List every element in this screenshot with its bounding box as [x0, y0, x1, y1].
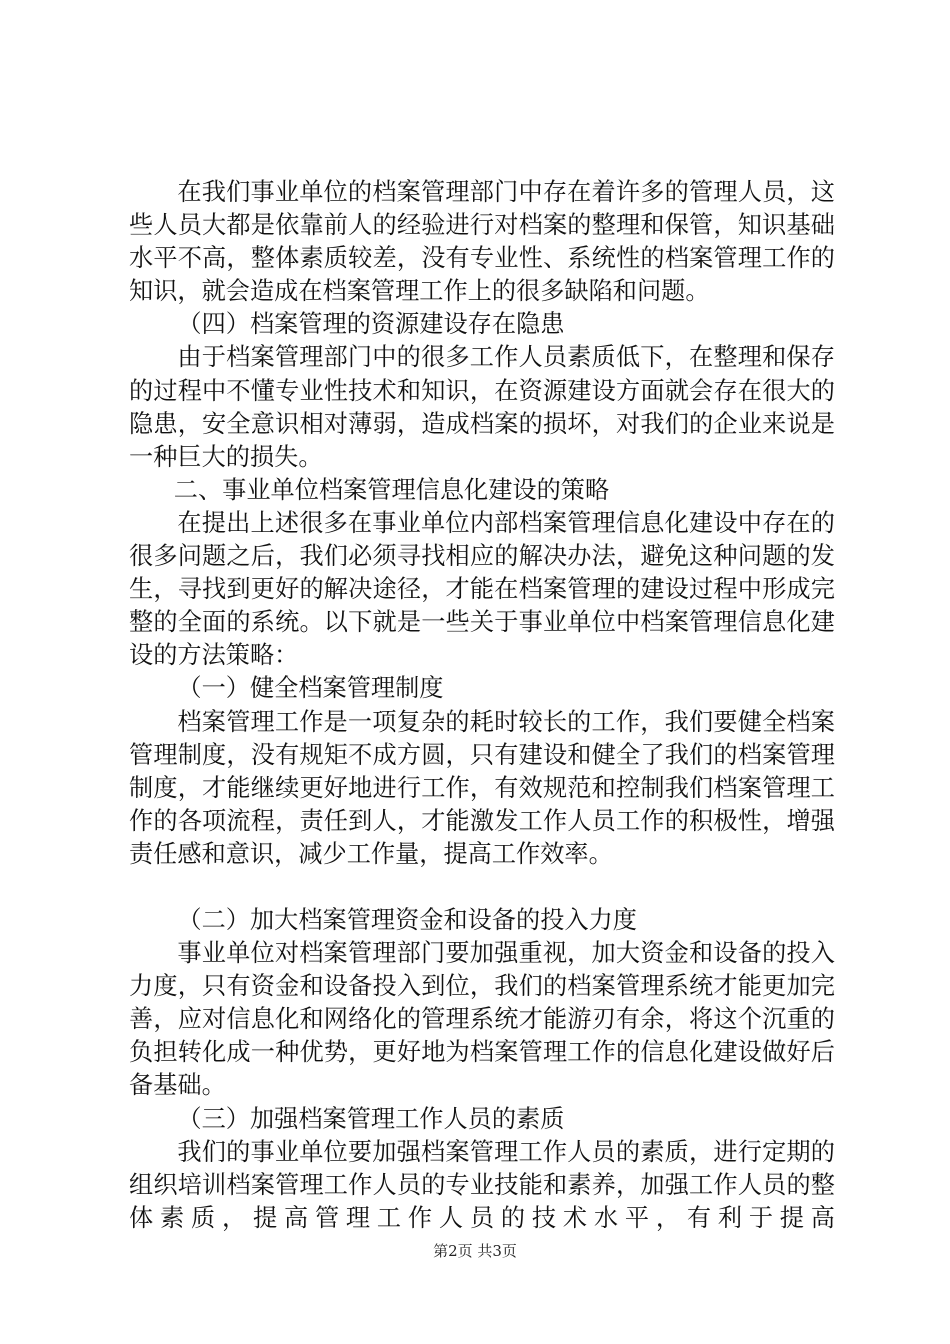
- subheading: （四）档案管理的资源建设存在隐患: [177, 310, 565, 339]
- subheading: （三）加强档案管理工作人员的素质: [177, 1104, 565, 1133]
- paragraph: 档案管理工作是一项复杂的耗时较长的工作，我们要健全档案管理制度，没有规矩不成方圆，只有建设和健全了我们的档案管理制度，才能继续更好地进行工作，有效规范和控制我们档案管理工作的各项流程，责任到人，才能激发工作人员工作的积极性，增强责任感和意识，减少工作量，提高工作效率。: [129, 707, 835, 868]
- paragraph: 在我们事业单位的档案管理部门中存在着许多的管理人员，这些人员大都是依靠前人的经验进行对档案的整理和保管，知识基础水平不高，整体素质较差，没有专业性、系统性的档案管理工作的知识，就会造成在档案管理工作上的很多缺陷和问题。: [129, 178, 835, 306]
- paragraph: 我们的事业单位要加强档案管理工作人员的素质，进行定期的组织培训档案管理工作人员的专业技能和素养，加强工作人员的整体素质，提高管理工作人员的技术水平，有利于提高: [129, 1137, 835, 1232]
- paragraph-spacer: [129, 871, 835, 904]
- subheading: （二）加大档案管理资金和设备的投入力度: [177, 905, 637, 934]
- document-body: [129, 176, 835, 1235]
- paragraph: 事业单位对档案管理部门要加强重视，加大资金和设备的投入力度，只有资金和设备投入到位，我们的档案管理系统才能更加完善，应对信息化和网络化的管理系统才能游刃有余，将这个沉重的负担转化成一种优势，更好地为档案管理工作的信息化建设做好后备基础。: [129, 939, 835, 1100]
- page-footer: 第2页 共3页: [433, 1242, 517, 1260]
- subheading: （一）健全档案管理制度: [177, 674, 444, 703]
- paragraph: 由于档案管理部门中的很多工作人员素质低下，在整理和保存的过程中不懂专业性技术和知识，在资源建设方面就会存在很大的隐患，安全意识相对薄弱，造成档案的损坏，对我们的企业来说是一种巨大的损失。: [129, 343, 835, 471]
- section-heading: 二、事业单位档案管理信息化建设的策略: [173, 475, 610, 504]
- paragraph: 在提出上述很多在事业单位内部档案管理信息化建设中存在的很多问题之后，我们必须寻找相应的解决办法，避免这种问题的发生，寻找到更好的解决途径，才能在档案管理的建设过程中形成完整的全面的系统。以下就是一些关于事业单位中档案管理信息化建设的方法策略：: [129, 508, 835, 670]
